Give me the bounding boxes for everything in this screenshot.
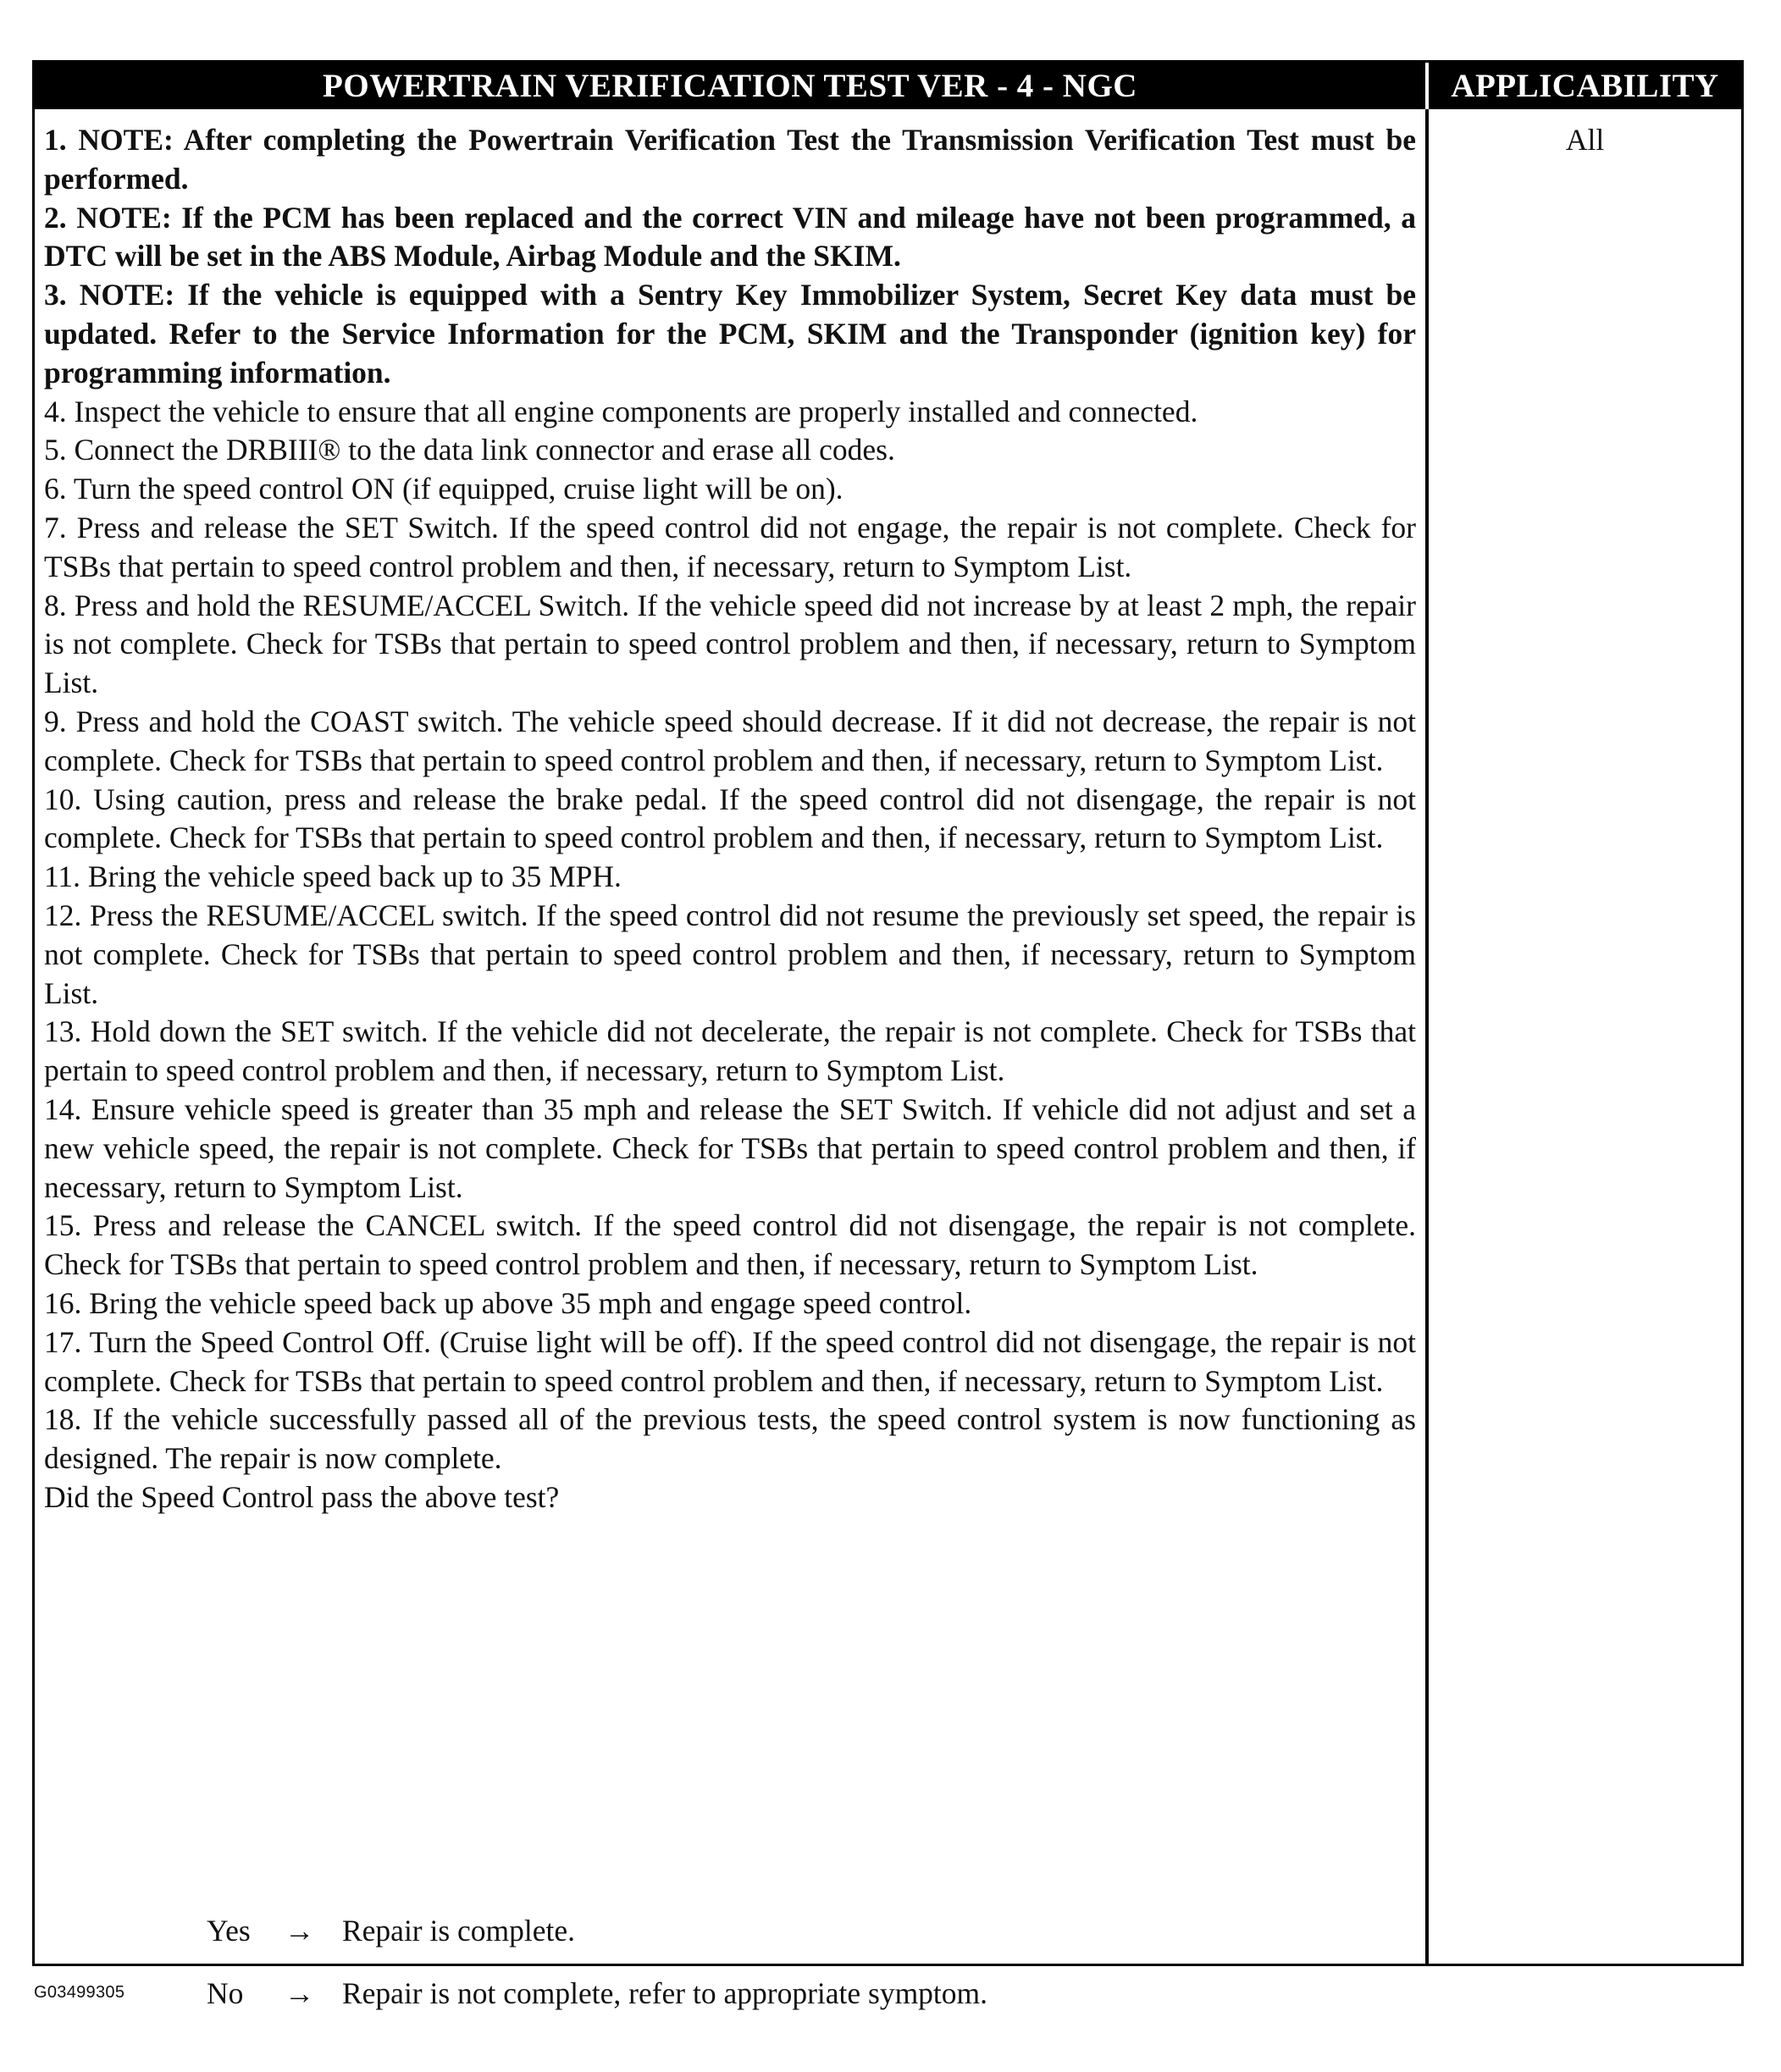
test-step-9: 9. Press and hold the COAST switch. The vehicle speed should decrease. If it did not decrease, the repair is not complete. Check for TSBs that pertain to speed control problem and then, if necessary, return to Symptom List. bbox=[44, 704, 1416, 777]
test-step-12: 12. Press the RESUME/ACCEL switch. If the speed control did not resume the previously set speed, the repair is not complete. Check for TSBs that pertain to speed control problem and then, if necessary, return to Symptom List. bbox=[44, 898, 1416, 1010]
test-step-15: 15. Press and release the CANCEL switch. If the speed control did not disengage, the repair is not complete. Check for TSBs that pertain to speed control problem and then, if necessary, return to Symptom List. bbox=[44, 1208, 1416, 1282]
right-arrow-icon: → bbox=[285, 1976, 315, 2010]
answer-no-text: Repair is not complete, refer to appropriate symptom. bbox=[342, 1976, 988, 2010]
test-step-6: 6. Turn the speed control ON (if equipped, cruise light will be on). bbox=[44, 472, 843, 506]
answer-no bbox=[207, 1975, 987, 2013]
answer-yes-text: Repair is complete. bbox=[342, 1914, 576, 1948]
test-step-3: 3. NOTE: If the vehicle is equipped with a Sentry Key Immobilizer System, Secret Key data must be updated. Refer to the Service Information for the PCM, SKIM and the Transponder (ignition key) for programming information. bbox=[44, 278, 1416, 390]
right-arrow-icon: → bbox=[285, 1914, 315, 1948]
test-step-17: 17. Turn the Speed Control Off. (Cruise light will be off). If the speed control did not disengage, the repair is not complete. Check for TSBs that pertain to speed control problem and then, if necessary, return to Symptom List. bbox=[44, 1324, 1416, 1398]
answer-yes-label: Yes bbox=[207, 1914, 251, 1948]
test-step-2: 2. NOTE: If the PCM has been replaced and the correct VIN and mileage have not been programmed, a DTC will be set in the ABS Module, Airbag Module and the SKIM. bbox=[44, 200, 1416, 274]
test-step-7: 7. Press and release the SET Switch. If the speed control did not engage, the repair is not complete. Check for TSBs that pertain to speed control problem and then, if necessary, return to Symptom List. bbox=[44, 510, 1416, 583]
table-title-header: POWERTRAIN VERIFICATION TEST VER - 4 - NGC bbox=[35, 63, 1425, 109]
figure-id: G03499305 bbox=[34, 1983, 125, 2002]
test-step-11: 11. Bring the vehicle speed back up to 35 MPH. bbox=[44, 859, 622, 894]
test-step-16: 16. Bring the vehicle speed back up above 35 mph and engage speed control. bbox=[44, 1285, 972, 1320]
test-step-1: 1. NOTE: After completing the Powertrain Verification Test the Transmission Verification Test must be performed. bbox=[44, 123, 1416, 196]
test-step-4: 4. Inspect the vehicle to ensure that all engine components are properly installed and connected. bbox=[44, 394, 1198, 428]
test-step-18: 18. If the vehicle successfully passed all of the previous tests, the speed control system is now functioning as designed. The repair is now complete. bbox=[44, 1402, 1416, 1476]
answer-yes bbox=[207, 1912, 575, 1950]
answer-no-label: No bbox=[207, 1976, 244, 2010]
column-divider bbox=[1425, 109, 1429, 1964]
test-step-13: 13. Hold down the SET switch. If the vehicle did not decelerate, the repair is not complete. Check for TSBs that pertain to speed control problem and then, if necessary, return to Symptom List. bbox=[44, 1014, 1416, 1088]
test-step-14: 14. Ensure vehicle speed is greater than 35 mph and release the SET Switch. If vehicle did not adjust and set a new vehicle speed, the repair is not complete. Check for TSBs that pertain to speed control problem and then, if necessary, return to Symptom List. bbox=[44, 1091, 1416, 1204]
test-steps-cell bbox=[44, 121, 1416, 1517]
test-step-8: 8. Press and hold the RESUME/ACCEL Switch. If the vehicle speed did not increase by at least 2 mph, the repair is not complete. Check for TSBs that pertain to speed control problem and then, if necessary, return to Symptom List. bbox=[44, 588, 1416, 700]
applicability-value: All bbox=[1565, 123, 1605, 157]
test-question: Did the Speed Control pass the above test? bbox=[44, 1479, 560, 1514]
applicability-header: APPLICABILITY bbox=[1429, 63, 1741, 109]
test-step-10: 10. Using caution, press and release the brake pedal. If the speed control did not disengage, the repair is not complete. Check for TSBs that pertain to speed control problem and then, if necessary, return to Symptom List. bbox=[44, 782, 1416, 855]
test-step-5: 5. Connect the DRBIII® to the data link connector and erase all codes. bbox=[44, 433, 895, 467]
